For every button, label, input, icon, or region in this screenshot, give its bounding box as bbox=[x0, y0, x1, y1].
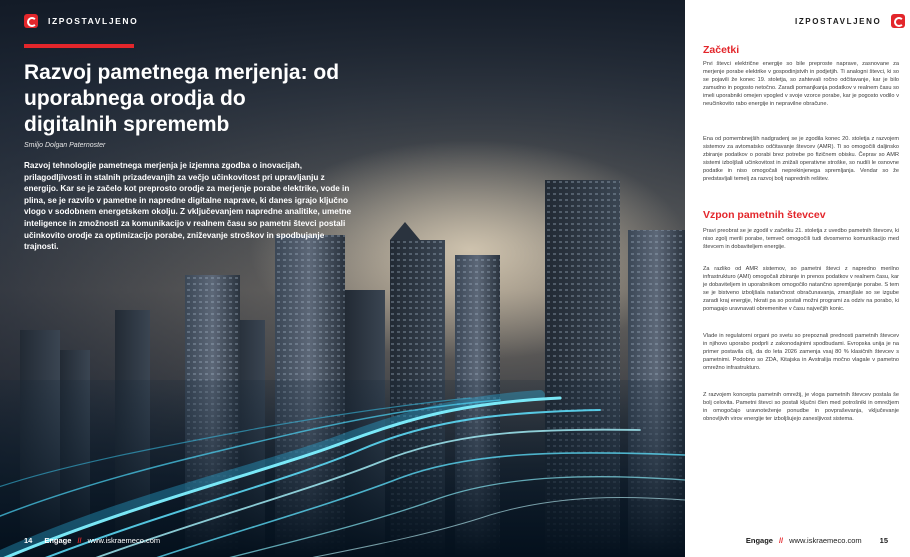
iskraemeco-logo-icon bbox=[24, 14, 38, 28]
section-tag-label: IZPOSTAVLJENO bbox=[795, 16, 882, 26]
page-footer-left bbox=[24, 536, 160, 545]
body-paragraph: Prvi števci električne energije so bile preproste naprave, zasnovane za merjenje porabe elektrike v gospodinjstvih in podjetjih. Ti analogni števci, ki so se pojavili že konec 19. stoletja, so zahtevali ročno odčitavanje, kar je bilo zamudno in pogosto netočno. Zaradi pomanjkanja podatkov v realnem času so imeli uporabniki omejen vpogled v svoje vzorce porabe, kar je pogosto vodilo v neučinkovito rabo energije in nepravilne obračune. bbox=[703, 61, 899, 108]
title-accent-bar bbox=[24, 44, 134, 48]
body-paragraph: Za razliko od AMR sistemov, so pametni števci z napredno merilno infrastrukturo (AMI) omogočali zbiranje in prenos podatkov v realnem času, kar je dobaviteljem in uporabnikom omogočilo natančno spremljanje porabe. S tem se je bistveno izboljšala natančnost obračunavanja, zmanjšale so se izgube zaradi kraj energije, hkrati pa so postali možni programi za odziv na porabo, ki pomagajo uravnavati obremenitve v času največjih konic. bbox=[703, 266, 899, 313]
footer-url: www.iskraemeco.com bbox=[87, 536, 161, 545]
body-paragraph: Ena od pomembnejših nadgradenj se je zgodila konec 20. stoletja z razvojem sistemov za avtomatsko odčitavanje števcev (AMR). Ti so omogočili daljinsko zbiranje podatkov o porabi brez potrebe po fizičnem obisku. Čeprav so AMR sistemi izboljšali učinkovitost in znižali operativne stroške, so nudili le osnovne podatke in niso omogočali neprekinjenega spremljanja. Vendar so že predstavljali temelj za razvoj bolj naprednih rešitev. bbox=[703, 136, 899, 183]
section-heading: Začetki bbox=[703, 44, 740, 56]
page-number: 14 bbox=[24, 536, 33, 545]
magazine-brand: Engage bbox=[745, 536, 773, 545]
section-heading: Vzpon pametnih števcev bbox=[703, 209, 826, 221]
article-lead: Razvoj tehnologije pametnega merjenja je izjemna zgodba o inovacijah, prilagodljivosti in stalnih prizadevanjih za večjo učinkovitost pri upravljanju z energijo. Kar se je začelo kot preprosto orodje za merjenje porabe elektrike, vode in plina, se je razvilo v pametne in napredne digitalne naprave, ki danes igrajo ključno vlogo v sodobnem energetskem okolju. Z vključevanjem napredne analitike, umetne inteligence in zmožnosti za komunikacijo v realnem času so pametni števci postali učinkovito orodje za optimizacijo porabe, zniževanje stroškov in spodbujanje trajnosti. bbox=[24, 161, 352, 252]
iskraemeco-logo-icon bbox=[891, 14, 905, 28]
footer-separator: // bbox=[778, 536, 784, 545]
footer-separator: // bbox=[77, 536, 82, 545]
magazine-brand: Engage bbox=[44, 536, 72, 545]
body-paragraph: Z razvojem koncepta pametnih omrežij, je vloga pametnih števcev postala še bolj celovita. Pametni števci so postali ključni člen med potrošniki in omrežjem in omogočajo uravnoteženje ponudbe in povpraševanja, vključevanje obnovljivih virov energije ter izboljšujejo zanesljivost sistema. bbox=[703, 392, 899, 423]
page-number: 15 bbox=[879, 536, 888, 545]
section-tag bbox=[795, 14, 905, 28]
page-footer-right bbox=[746, 536, 888, 545]
body-paragraph: Pravi preobrat se je zgodil v začetku 21. stoletja z uvedbo pametnih števcev, ki niso zgolj merili porabe, temveč omogočili tudi dvosmerno komunikacijo med števcem in dobaviteljem energije. bbox=[703, 228, 899, 251]
article-title: Razvoj pametnega merjenja: od uporabnega orodja do digitalnih sprememb bbox=[24, 61, 340, 136]
body-paragraph: Vlade in regulatorni organi po svetu so prepoznali prednosti pametnih števcev in njihovo uporabo podprli z zakonodajnimi spodbudami. Evropska unija je na primer postavila cilj, da do leta 2026 zamenja vsaj 80 % klasičnih števcev s pametnimi. Podobno so ZDA, Kitajska in Avstralija močno vlagale v pametno omrežno infrastrukturo. bbox=[703, 333, 899, 372]
right-page bbox=[685, 0, 910, 557]
section-tag bbox=[24, 14, 138, 28]
section-tag-label: IZPOSTAVLJENO bbox=[48, 16, 139, 26]
article-author: Smiljo Dolgan Paternoster bbox=[24, 142, 106, 149]
footer-url: www.iskraemeco.com bbox=[789, 536, 862, 545]
